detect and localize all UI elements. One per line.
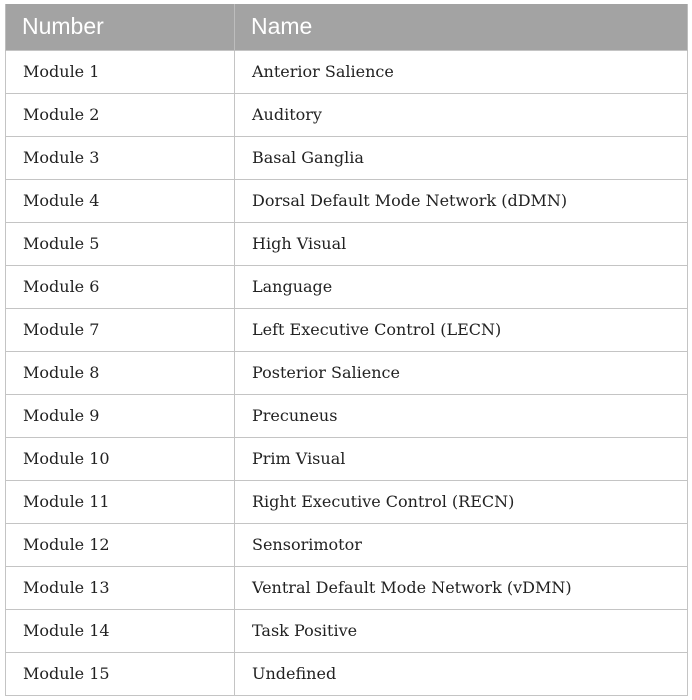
table-row [6, 222, 688, 265]
cell-number: Module 2 [6, 93, 235, 136]
cell-name: Undefined [235, 652, 688, 695]
cell-number: Module 1 [6, 50, 235, 93]
header-name: Name [235, 4, 688, 50]
module-table [5, 4, 688, 696]
table-row [6, 351, 688, 394]
cell-number: Module 6 [6, 265, 235, 308]
table-header [6, 4, 688, 50]
header-row [6, 4, 688, 50]
cell-name: Ventral Default Mode Network (vDMN) [235, 566, 688, 609]
table-body [6, 50, 688, 695]
cell-name: Prim Visual [235, 437, 688, 480]
table-row [6, 265, 688, 308]
cell-name: High Visual [235, 222, 688, 265]
table-row [6, 179, 688, 222]
cell-number: Module 10 [6, 437, 235, 480]
table-row [6, 566, 688, 609]
cell-name: Sensorimotor [235, 523, 688, 566]
cell-number: Module 7 [6, 308, 235, 351]
cell-name: Basal Ganglia [235, 136, 688, 179]
cell-number: Module 14 [6, 609, 235, 652]
cell-name: Task Positive [235, 609, 688, 652]
cell-number: Module 4 [6, 179, 235, 222]
cell-number: Module 15 [6, 652, 235, 695]
table-row [6, 50, 688, 93]
cell-name: Right Executive Control (RECN) [235, 480, 688, 523]
table-row [6, 609, 688, 652]
cell-name: Left Executive Control (LECN) [235, 308, 688, 351]
cell-name: Anterior Salience [235, 50, 688, 93]
module-table-container [5, 4, 687, 694]
table-row [6, 308, 688, 351]
cell-number: Module 9 [6, 394, 235, 437]
table-row [6, 394, 688, 437]
cell-name: Auditory [235, 93, 688, 136]
cell-number: Module 11 [6, 480, 235, 523]
table-row [6, 652, 688, 695]
cell-name: Language [235, 265, 688, 308]
cell-number: Module 12 [6, 523, 235, 566]
table-row [6, 523, 688, 566]
cell-number: Module 8 [6, 351, 235, 394]
header-number: Number [6, 4, 235, 50]
cell-name: Precuneus [235, 394, 688, 437]
cell-number: Module 5 [6, 222, 235, 265]
cell-name: Posterior Salience [235, 351, 688, 394]
cell-name: Dorsal Default Mode Network (dDMN) [235, 179, 688, 222]
table-row [6, 437, 688, 480]
table-row [6, 480, 688, 523]
cell-number: Module 13 [6, 566, 235, 609]
table-row [6, 136, 688, 179]
cell-number: Module 3 [6, 136, 235, 179]
table-row [6, 93, 688, 136]
